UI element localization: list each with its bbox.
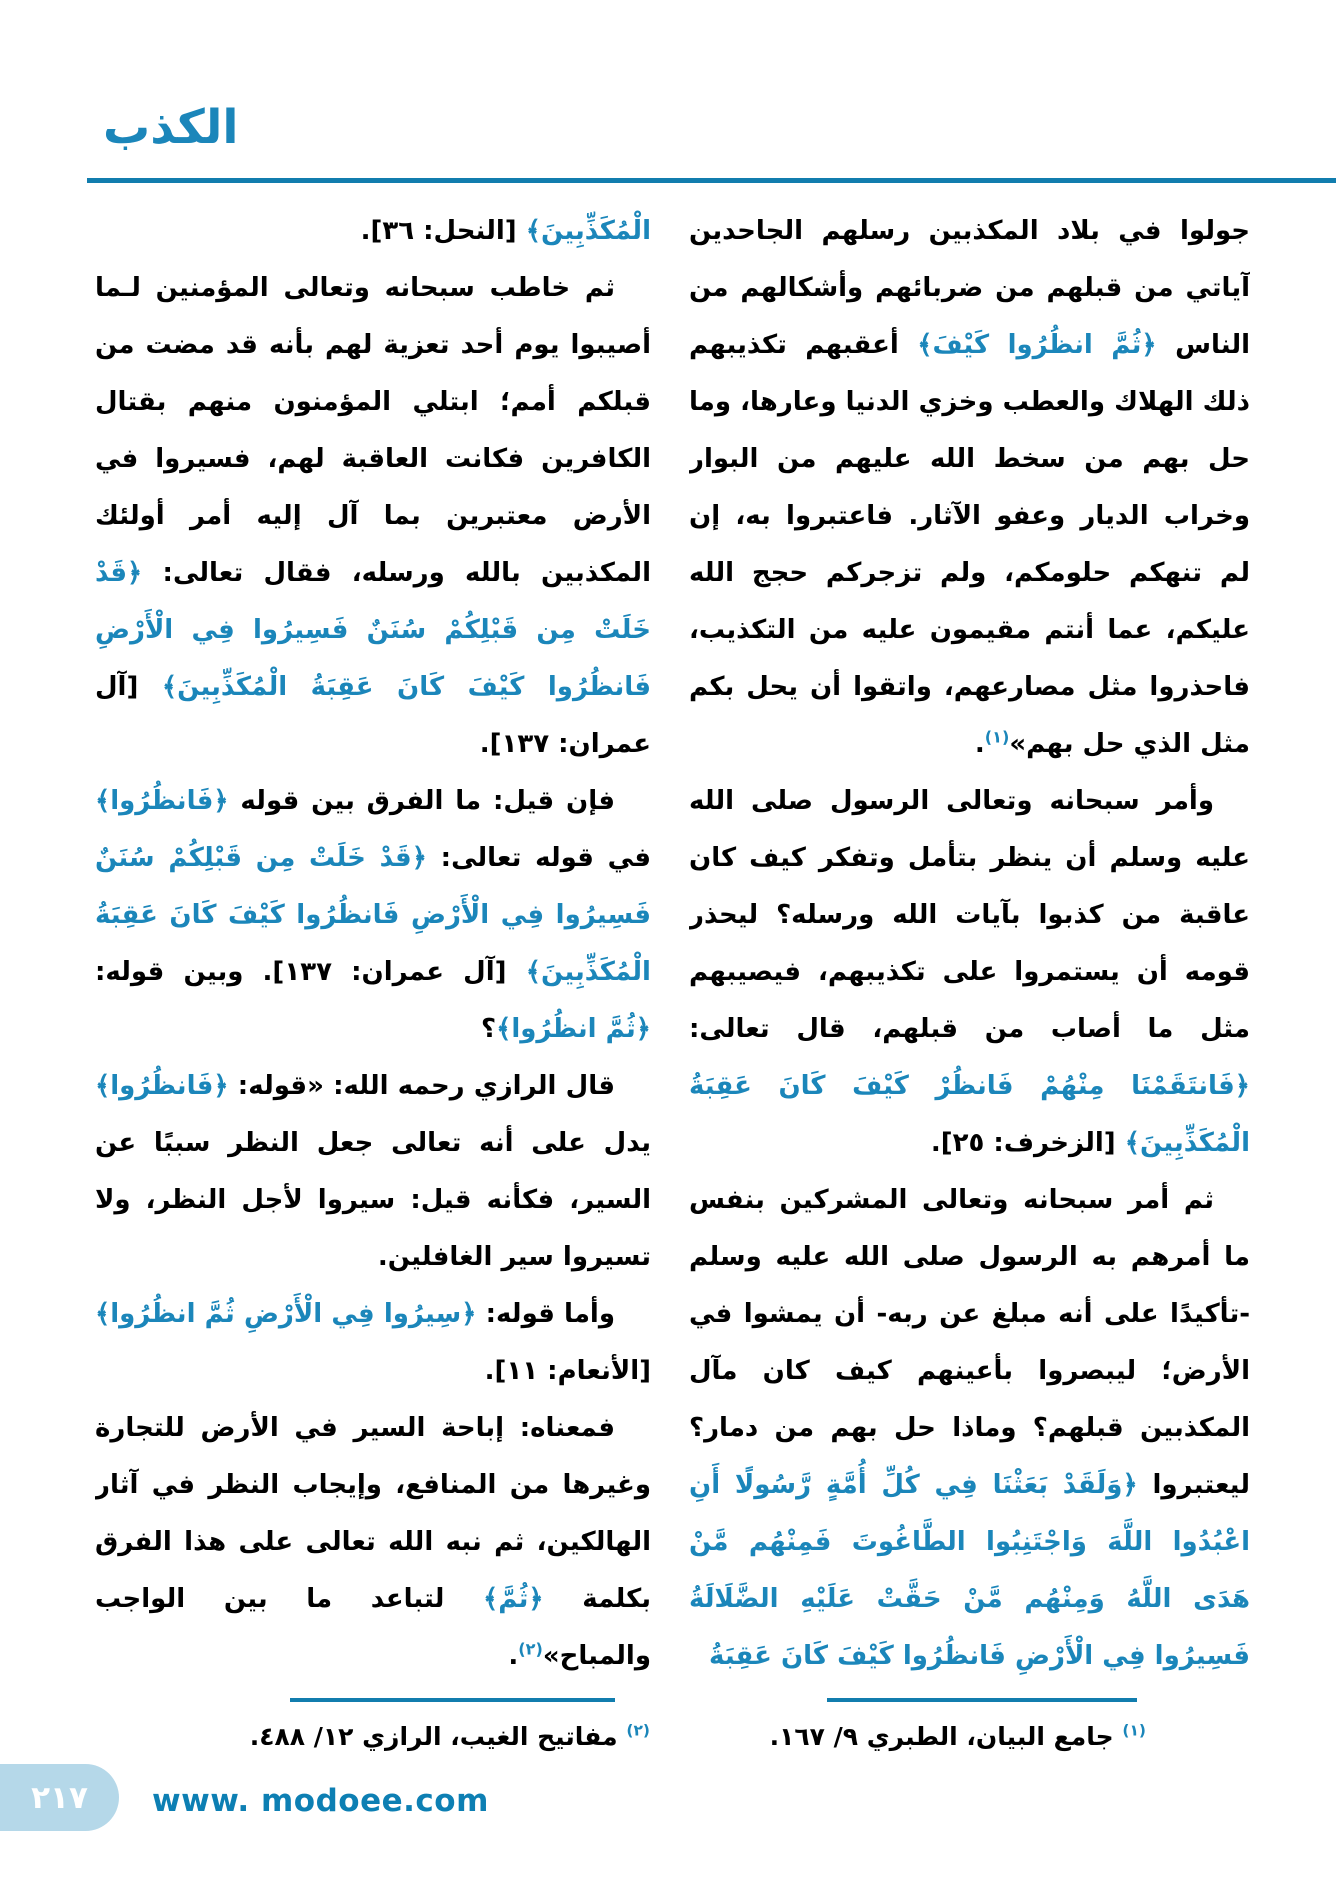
body-text-run: وأمر سبحانه وتعالى الرسول صلى الله عليه وسلم أن ينظر بتأمل وتفكر كيف كان عاقبة من كذبوا بآيات الله ورسله؟ ليحذر قومه أن يستمروا على تكذيبهم، فيصيبهم مثل ما أصاب من قبلهم، قال تعالى: xyxy=(689,786,1250,1044)
paragraph xyxy=(95,203,651,260)
paragraph xyxy=(689,1172,1250,1685)
quran-quote: ﴿وَلَقَدْ بَعَثْنَا فِي كُلِّ أُمَّةٍ رَّسُولًا أَنِ اعْبُدُوا اللَّهَ وَاجْتَنِبُوا الطَّاغُوتَ فَمِنْهُم مَّنْ هَدَى اللَّهُ وَمِنْهُم مَّنْ حَقَّتْ عَلَيْهِ الضَّلَالَةُ فَسِيرُوا فِي الْأَرْضِ فَانظُرُوا كَيْفَ كَانَ عَقِبَةُ xyxy=(689,1470,1250,1671)
body-text-run: . xyxy=(974,729,985,759)
paragraph xyxy=(95,773,651,1058)
footnote-marker: (٢) xyxy=(626,1721,650,1740)
quran-quote: ﴿ثُمَّ انظُرُوا﴾ xyxy=(496,1014,651,1044)
paragraph xyxy=(95,1058,651,1286)
footnote-right xyxy=(770,1714,1146,1760)
footnote-marker: (١) xyxy=(984,727,1010,747)
body-text-run: . xyxy=(508,1641,519,1671)
quran-quote: ﴿ثُمَّ انظُرُوا كَيْفَ﴾ xyxy=(917,330,1157,360)
body-text-run: فمعناه: إباحة السير في الأرض للتجارة وغيرها من المنافع، وإيجاب النظر في آثار الهالكين، ثم نبه الله تعالى على هذا الفرق بكلمة xyxy=(95,1413,651,1614)
website-url: www. modoee.com xyxy=(152,1783,489,1819)
column-right xyxy=(689,203,1250,1695)
quran-quote: ﴿فَانتَقَمْنَا مِنْهُمْ فَانظُرْ كَيْفَ كَانَ عَقِبَةُ الْمُكَذِّبِينَ﴾ xyxy=(689,1071,1250,1158)
footnote-separator-left xyxy=(290,1698,615,1702)
body-text-run: جامع البيان، الطبري ٩/ ١٦٧. xyxy=(769,1722,1123,1751)
body-text-run: أعقبهم تكذيبهم ذلك الهلاك والعطب وخزي الدنيا وعارها، وما حل بهم من سخط الله عليهم من البوار وخراب الديار وعفو الآثار. فاعتبروا به، إن لم تنهكم حلومكم، ولم تزجركم حجج الله عليكم، عما أنتم مقيمون عليه من التكذيب، فاحذروا مثل مصارعهم، واتقوا أن يحل بكم مثل الذي حل بهم» xyxy=(689,330,1250,759)
paragraph xyxy=(95,1400,651,1685)
footnote-marker: (١) xyxy=(1122,1721,1146,1740)
body-text-run: قال الرازي رحمه الله: «قوله: xyxy=(228,1071,615,1101)
quran-quote: ﴿قَدْ خَلَتْ مِن قَبْلِكُمْ سُنَنٌ فَسِيرُوا فِي الْأَرْضِ فَانظُرُوا كَيْفَ كَانَ عَقِبَةُ الْمُكَذِّبِينَ﴾ xyxy=(95,558,651,702)
footnote-marker: (٢) xyxy=(518,1639,543,1659)
page-number: ٢١٧ xyxy=(31,1779,88,1816)
quran-quote: ﴿سِيرُوا فِي الْأَرْضِ ثُمَّ انظُرُوا﴾ xyxy=(95,1299,477,1329)
quran-quote: الْمُكَذِّبِينَ﴾ xyxy=(525,216,651,246)
body-text-run: جولوا في بلاد المكذبين رسلهم الجاحدين آياتي من قبلهم من ضربائهم وأشكالهم من الناس xyxy=(689,216,1250,360)
body-text-run: في قوله تعالى: xyxy=(426,843,651,873)
footnote-left xyxy=(250,1714,650,1760)
paragraph xyxy=(95,1286,651,1400)
page-title: الكذب xyxy=(103,100,239,155)
paragraph xyxy=(95,260,651,773)
body-text-run: يدل على أنه تعالى جعل النظر سببًا عن السير، فكأنه قيل: سيروا لأجل النظر، ولا تسيروا سير الغافلين. xyxy=(95,1128,651,1272)
header-rule xyxy=(87,178,1336,183)
body-text-run: وأما قوله: xyxy=(476,1299,615,1329)
body-text-run: [الزخرف: ٢٥]. xyxy=(930,1128,1125,1158)
footnote-separator-right xyxy=(827,1698,1137,1702)
quran-quote: ﴿فَانظُرُوا﴾ xyxy=(95,786,229,816)
body-text-run: مفاتيح الغيب، الرازي ١٢/ ٤٨٨. xyxy=(249,1722,627,1751)
page-number-tab xyxy=(0,1764,119,1831)
body-text-run: [النحل: ٣٦]. xyxy=(360,216,526,246)
body-text-run: ثم أمر سبحانه وتعالى المشركين بنفس ما أمرهم به الرسول صلى الله عليه وسلم -تأكيدًا على أنه مبلغ عن ربه- أن يمشوا في الأرض؛ ليبصروا بأعينهم كيف كان مآل المكذبين قبلهم؟ وماذا حل بهم من دمار؟ ليعتبروا xyxy=(689,1185,1250,1500)
body-text-run: [الأنعام: ١١]. xyxy=(484,1356,651,1386)
body-text-run: [آل عمران: ١٣٧]. xyxy=(95,672,651,759)
paragraph xyxy=(689,773,1250,1172)
body-text-run: ؟ xyxy=(480,1014,497,1044)
body-text-run: ثم خاطب سبحانه وتعالى المؤمنين لـما أصيبوا يوم أحد تعزية لهم بأنه قد مضت من قبلكم أمم؛ ابتلي المؤمنون منهم بقتال الكافرين فكانت العاقبة لهم، فسيروا في الأرض معتبرين بما آل إليه أمر أولئك المكذبين بالله ورسله، فقال تعالى: xyxy=(95,273,651,588)
quran-quote: ﴿ثُمَّ﴾ xyxy=(483,1584,544,1614)
quran-quote: ﴿قَدْ خَلَتْ مِن قَبْلِكُمْ سُنَنٌ فَسِيرُوا فِي الْأَرْضِ فَانظُرُوا كَيْفَ كَانَ عَقِبَةُ الْمُكَذِّبِينَ﴾ xyxy=(95,843,651,987)
quran-quote: ﴿فَانظُرُوا﴾ xyxy=(95,1071,229,1101)
body-text-run: فإن قيل: ما الفرق بين قوله xyxy=(228,786,615,816)
paragraph xyxy=(689,203,1250,773)
body-text-run: [آل عمران: ١٣٧]. وبين قوله: xyxy=(95,957,526,987)
body-text-run: لتباعد ما بين الواجب والمباح» xyxy=(95,1584,651,1671)
column-left xyxy=(95,203,651,1695)
